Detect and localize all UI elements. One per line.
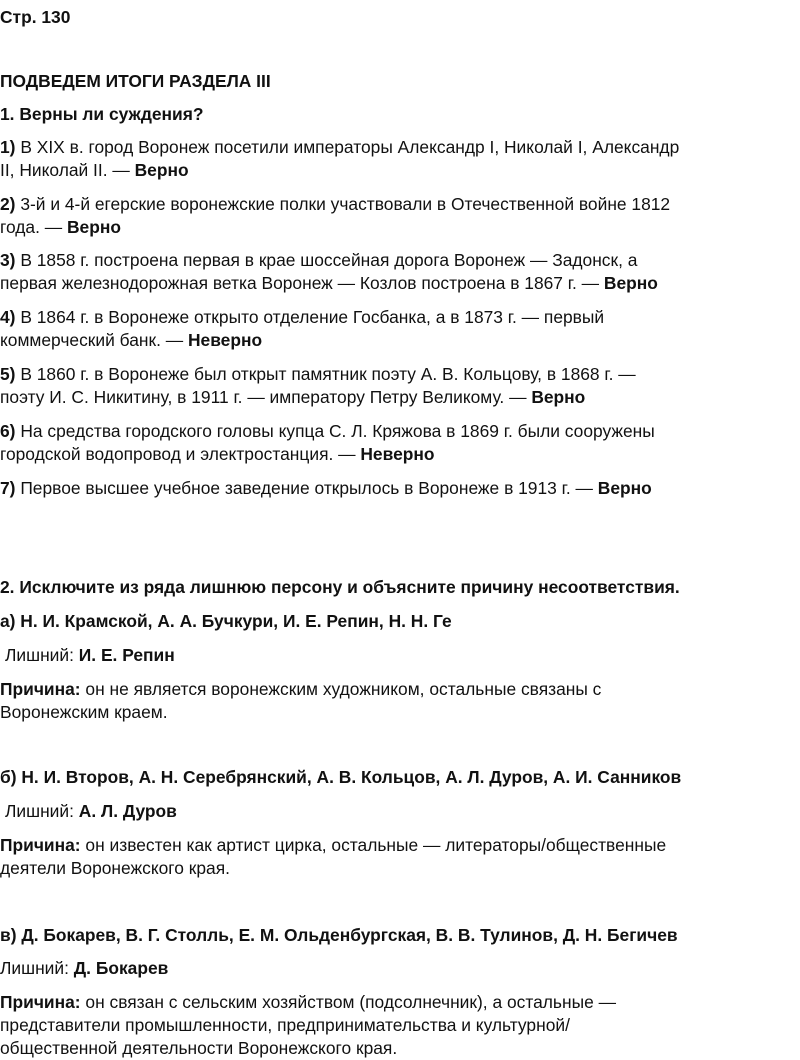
extra-value: А. Л. Дуров xyxy=(78,801,177,821)
task2-group-b-extra xyxy=(5,800,177,823)
item-answer: Верно xyxy=(597,478,652,498)
task2-group-a-reason-line-2: Воронежским краем. xyxy=(0,702,168,722)
item-text: В 1864 г. в Воронеже открыто отделение Госбанка, а в 1873 г. — первый xyxy=(20,307,605,327)
task1-item-6-line-2 xyxy=(0,443,435,466)
reason-label: Причина: xyxy=(0,679,81,699)
task1-item-2-line-2 xyxy=(0,216,121,239)
task1-item-2-line-1 xyxy=(0,193,670,216)
item-text: года. — xyxy=(0,217,67,237)
item-answer: Верно xyxy=(66,217,121,237)
task2-group-a-reason-line-1 xyxy=(0,678,601,701)
extra-label: Лишний: xyxy=(0,958,74,978)
task1-item-1-line-2 xyxy=(0,159,189,182)
item-text: Первое высшее учебное заведение открылось в Воронеже в 1913 г. — xyxy=(20,478,598,498)
task2-title: 2. Исключите из ряда лишнюю персону и объясните причину несоответствия. xyxy=(0,577,680,597)
item-text: В 1858 г. построена первая в крае шоссейная дорога Воронеж — Задонск, а xyxy=(20,250,638,270)
item-text: В 1860 г. в Воронеже был открыт памятник поэту А. В. Кольцову, в 1868 г. — xyxy=(20,364,636,384)
item-number: 1) xyxy=(0,137,16,157)
item-number: 5) xyxy=(0,364,16,384)
task2-group-b-row: б) Н. И. Второв, А. Н. Серебрянский, А. В. Кольцов, А. Л. Дуров, А. И. Санников xyxy=(0,767,682,787)
task1-item-3-line-2 xyxy=(0,272,658,295)
item-number: 4) xyxy=(0,307,16,327)
task2-group-b-reason-line-1 xyxy=(0,834,666,857)
task2-group-a-row: а) Н. И. Крамской, А. А. Бучкури, И. Е. Репин, Н. Н. Ге xyxy=(0,611,452,631)
extra-value: И. Е. Репин xyxy=(78,645,175,665)
item-answer: Неверно xyxy=(360,444,435,464)
item-text: 3-й и 4-й егерские воронежские полки участвовали в Отечественной войне 1812 xyxy=(20,194,671,214)
extra-value: Д. Бокарев xyxy=(73,958,169,978)
item-number: 7) xyxy=(0,478,16,498)
task1-title: 1. Верны ли суждения? xyxy=(0,104,204,124)
item-number: 3) xyxy=(0,250,16,270)
extra-label: Лишний: xyxy=(5,801,79,821)
task1-item-6-line-1 xyxy=(0,420,655,443)
reason-label: Причина: xyxy=(0,992,81,1012)
task2-group-c-reason-line-2: представители промышленности, предпринимательства и культурной/ xyxy=(0,1015,570,1035)
task1-item-5-line-1 xyxy=(0,363,636,386)
item-answer: Верно xyxy=(134,160,189,180)
task1-item-1-line-1 xyxy=(0,136,679,159)
item-number: 2) xyxy=(0,194,16,214)
task1-item-7-line-1 xyxy=(0,477,652,500)
task1-item-4-line-2 xyxy=(0,329,262,352)
section-title: ПОДВЕДЕМ ИТОГИ РАЗДЕЛА III xyxy=(0,71,271,91)
task2-group-c-extra xyxy=(0,957,168,980)
item-text: На средства городского головы купца С. Л. Кряжова в 1869 г. были сооружены xyxy=(20,421,655,441)
reason-label: Причина: xyxy=(0,835,81,855)
page-label: Стр. 130 xyxy=(0,7,71,27)
task2-group-c-reason-line-1 xyxy=(0,991,616,1014)
item-answer: Верно xyxy=(531,387,586,407)
task2-group-c-row: в) Д. Бокарев, В. Г. Столль, Е. М. Ольденбургская, В. В. Тулинов, Д. Н. Бегичев xyxy=(0,925,678,945)
item-text: В XIX в. город Воронеж посетили императоры Александр I, Николай I, Александр xyxy=(20,137,680,157)
item-text: первая железнодорожная ветка Воронеж — Козлов построена в 1867 г. — xyxy=(0,273,604,293)
reason-text: он известен как артист цирка, остальные — литераторы/общественные xyxy=(85,835,667,855)
reason-text: он связан с сельским хозяйством (подсолнечник), а остальные — xyxy=(85,992,616,1012)
item-answer: Верно xyxy=(603,273,658,293)
item-answer: Неверно xyxy=(187,330,263,350)
item-text: коммерческий банк. — xyxy=(0,330,188,350)
task2-group-b-reason-line-2: деятели Воронежского края. xyxy=(0,858,230,878)
task2-group-c-reason-line-3: общественной деятельности Воронежского края. xyxy=(0,1038,398,1058)
item-text: городской водопровод и электростанция. — xyxy=(0,444,361,464)
item-text: поэту И. С. Никитину, в 1911 г. — императору Петру Великому. — xyxy=(0,387,532,407)
extra-label: Лишний: xyxy=(5,645,79,665)
task1-item-4-line-1 xyxy=(0,306,604,329)
task1-item-5-line-2 xyxy=(0,386,585,409)
item-text: II, Николай II. — xyxy=(0,160,135,180)
task1-item-3-line-1 xyxy=(0,249,637,272)
reason-text: он не является воронежским художником, остальные связаны с xyxy=(85,679,602,699)
item-number: 6) xyxy=(0,421,16,441)
task2-group-a-extra xyxy=(5,644,175,667)
